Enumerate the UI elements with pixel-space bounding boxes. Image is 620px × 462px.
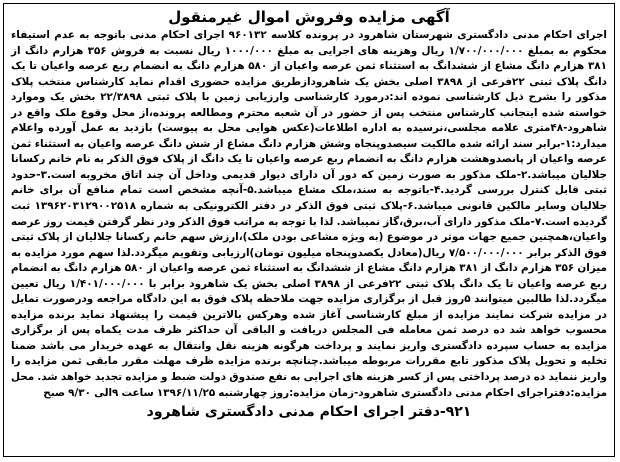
notice-signature: ۹۲۱-دفتر اجرای احکام مدنی دادگستری شاهرود <box>146 404 472 421</box>
auction-notice <box>3 3 615 457</box>
notice-body: اجرای احکام مدنی دادگستری شهرستان شاهرود در پرونده کلاسه ۹۶۰۱۳۲ اجرای احکام مدنی باتوجه به عدم استیفاء محکوم به بمبلغ ۱/۷۰۰/۰۰۰/۰۰۰ ریال وهزینه های اجرایی به مبلغ ۱۰۰۰/۰۰۰ ریال نسبت به فروش ۳۵۶ هزارم دانگ از ۳۸۱ هزارم دانگ مشاع از ششدانگ به استثناء ثمن عرصه واعیان از ۵۸۰ هزارم دانگ به انضمام ربع عرصه واعیان تا یک دانگ پلاک ثبتی ۲۲فرعی از ۳۸۹۸ اصلی بخش یک شاهرودازطریق مزایده حضوری اقدام نماید کارشناس منتخب پلاک مذکور را بشرح ذیل کارشناسی نموده اند:درمورد کارشناسی وارزیابی زمین با پلاک ثبتی ۲۲/۳۸۹۸ بخش یک وموارد خواسته شده اینجانب کارشناس منتخب پس از حضور در آن شعبه محترم ومطالعه پرونده،از محل وقوع ملک واقع در شاهرود-۴۸متری علامه مجلسی،نرسیده به اداره اطلاعات(عکس هوایی محل به پیوست) بازدید به عمل آورده واعلام میدارد:۱-برابر سند ارائه شده مالکیت سیصدوپنجاه وشش هزارم دانگ مشاع از شش دانگ عرصه واعیان به استثناء ثمن عرصه واعیان از پانصدوهشت هزارم دانگ به انضمام ربع عرصه واعیان تا یک دانگ از پلاک فوق الذکر به نام خانم رکسانا جلالیان میباشد.۲-ملک مذکور به صورت زمین که دور آن دارای دیوار قدیمی وداخل آن چند اتاق مخروبه است.۳-حدود ثبتی قابل کنترل بررسی گردید.۴-باتوجه به سند،ملک مشاع میباشد.۵-آنچه مشخص است تمام منافع آن برای خانم جلالیان وسایر مالکین قانونی میباشد.۶-پلاک ثبتی فوق الذکر در دفتر الکترونیکی به شماره ۱۳۹۶۲۰۳۱۲۹۰۰۲۵۱۸ ثبت گردیده است.۷-ملک مذکور دارای آب،برق،گاز نمیباشد. لذا با توجه به مراتب فوق الذکر ودر نظر گرفتن قیمت روز عرصه واعیان،همچنین جمیع جهات موثر در موضوع (به ویژه مشاعی بودن ملک)،ارزش سهم خانم رکسانا جلالیان از پلاک ثبتی فوق الذکر برابر ۷/۵۰۰/۰۰۰/۰۰۰ ریال(معادل یکصدوپنجاه میلیون تومان)ارزیابی وتقویم میگردد.لذا سهم مورد مزایده به میزان ۳۵۶ هزارم دانگ از ۳۸۱ هزارم دانگ مشاع از ششدانگ به استثناء ثمن عرصه واعیان از ۵۸۰ هزارم دانگ به انضمام ربع عرصه واعیان تا یک دانگ پلاک ثبتی ۲۲فرعی از ۳۸۹۸ اصلی بخش یک شاهرود برابر با ۱/۴۰۱/۰۰۰/۰۰۰ ریال تعیین میگردد.لذا طالبین میتوانند ۵روز قبل از برگزاری مزایده جهت ملاحظه پلاک فوق به این دادگاه مراجعه ودرصورت تمایل در مزایده شرکت نمایند مزایده از مبلغ کارشناسی آغاز شده وهرکس بالاترین قیمت را پیشنهاد نماید برنده مزایده محسوب خواهد شد ده درصد ثمن معامله فی المجلس دریافت و الباقی آن حداکثر ظرف مدت یکماه پس از برگزاری مزایده به حساب سپرده دادگستری واریز نمایند و پرداخت هرگونه هزینه نقل وانتقال به عهده خریدار می باشد ضمنا تخلیه و تحویل پلاک مذکور تابع مقررات مربوطه میباشد.چنانچه برنده مزایده ظرف مهلت مقرر مابقی ثمن مزایده را واریز ننماید ده درصد پرداختی پس از کسر هزینه های اجرایی به نفع صندوق دولت ضبط و مزایده تجدید خواهد شد. محل مزایده:دفتراجرای احکام مدنی دادگستری شاهرود-زمان مزایده:روز چهارشنبه ۱۳۹۶/۱۱/۲۵ ساعت ۹الی ۹/۳۰ صبح <box>11 29 608 399</box>
notice-title: آگهی مزایده وفروش اموال غیرمنقول <box>168 8 450 26</box>
